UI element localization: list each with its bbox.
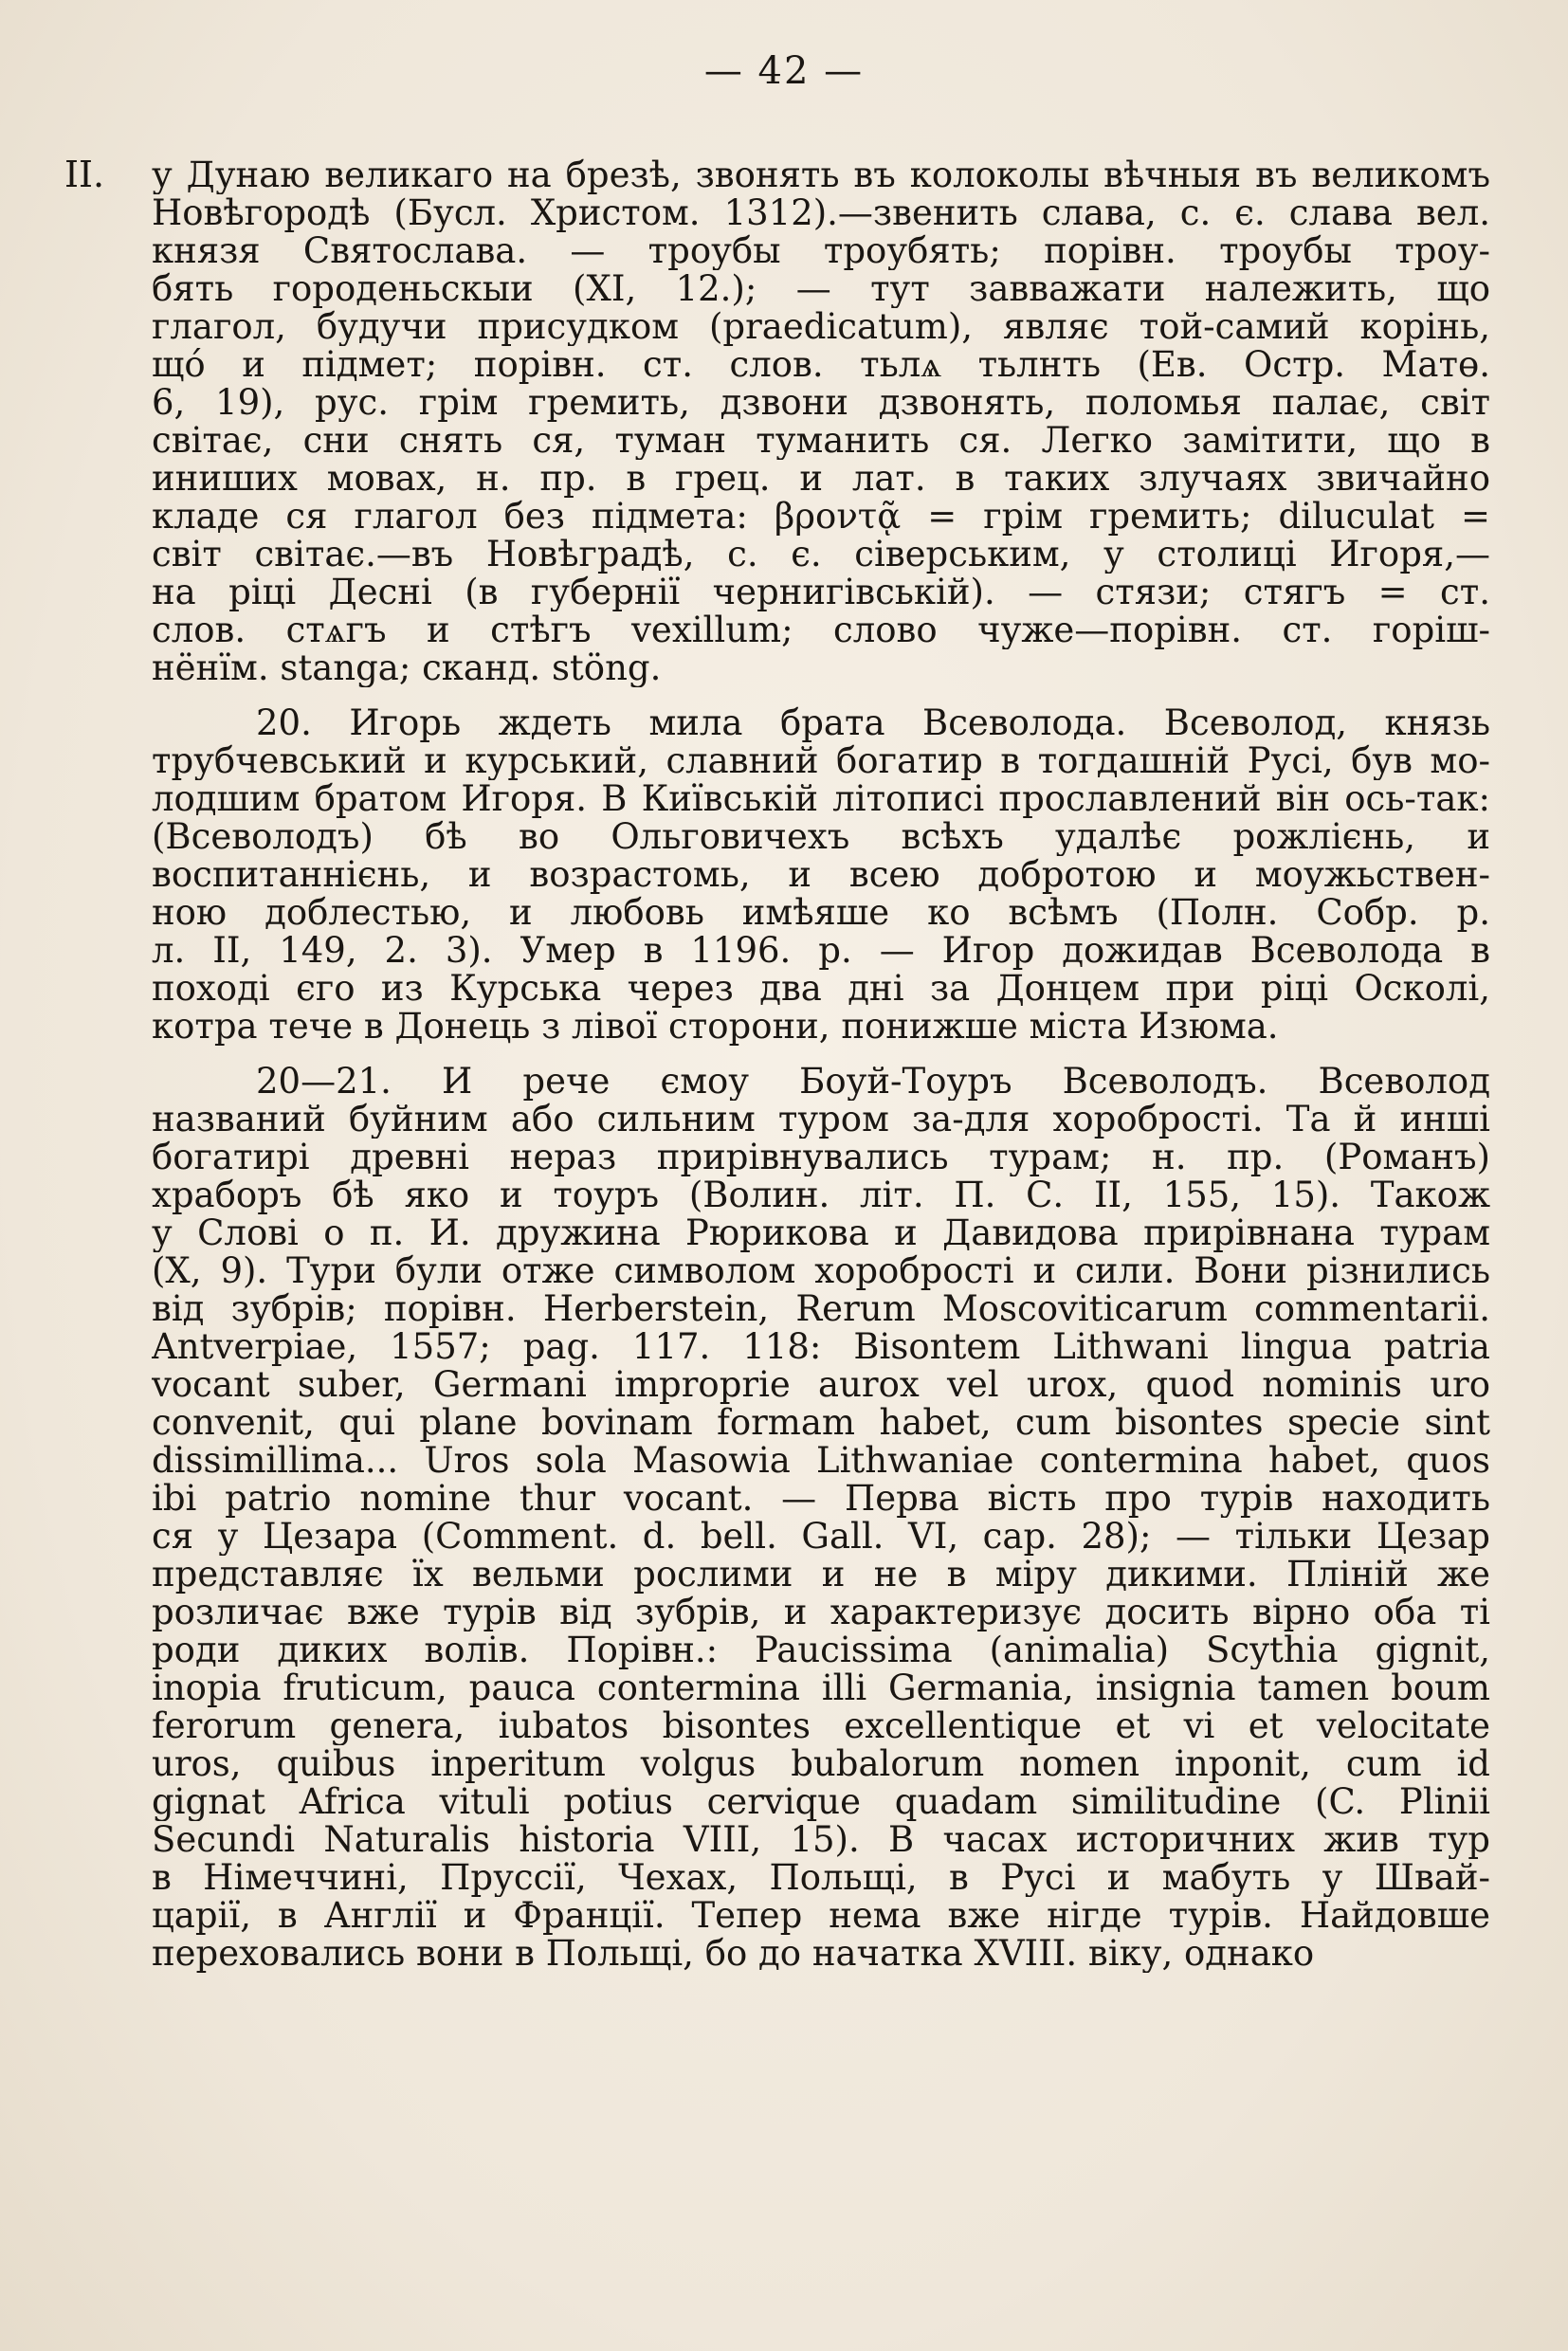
text-line: кладе ся глагол без підмета: βροντᾷ = грім гремить; diluculat = — [152, 498, 1490, 536]
text-line: Secundi Naturalis historia VIII, 15). В часах историчних жив тур — [152, 1821, 1490, 1859]
body-text — [152, 156, 1490, 1973]
text-line: 20—21. И рече ємоу Боуй-Тоуръ Всеволодъ. Всеволод — [256, 1063, 1490, 1101]
text-line: inopia fruticum, pauca contermina illi Germania, insignia tamen boum — [152, 1669, 1490, 1707]
text-line: князя Святослава. — троубы троубять; порівн. троубы троу- — [152, 232, 1490, 270]
paragraph-20 — [152, 704, 1490, 1046]
text-line: Antverpiae, 1557; pag. 117. 118: Bisontem Lithwani lingua patria — [152, 1328, 1490, 1366]
text-line: (Всеволодъ) бѣ во Ольговичехъ всѣхъ удалѣє рожлієнь, и — [152, 818, 1490, 856]
text-line: л. II, 149, 2. 3). Умер в 1196. р. — Игор дожидав Всеволода в — [152, 932, 1490, 970]
text-line: поході єго из Курська через два дні за Донцем при ріці Осколі, — [152, 970, 1490, 1008]
text-line: воспитаннієнь, и возрастомь, и всею добротою и моужьствен- — [152, 856, 1490, 894]
text-line: нёнїм. stanga; сканд. stöng. — [152, 649, 662, 687]
text-line: світає, сни снять ся, туман туманить ся. Легко замітити, що в — [152, 422, 1490, 460]
text-line: щó и підмет; порівн. ст. слов. тьлѧ тьлнть (Ев. Остр. Матө. — [152, 346, 1490, 384]
text-line: uros, quibus inperitum volgus bubalorum nomen inponit, cum id — [152, 1745, 1490, 1783]
text-line: царії, в Англії и Франції. Тепер нема вже нігде турів. Найдовше — [152, 1897, 1490, 1935]
text-line: слов. стѧгъ и стѣгъ vexillum; слово чуже—порівн. ст. горіш- — [152, 611, 1490, 649]
text-line: розличає вже турів від зубрів, и характеризує досить вірно оба ті — [152, 1594, 1490, 1631]
text-line: vocant suber, Germani improprie aurox vel urox, quod nominis uro — [152, 1366, 1490, 1404]
text-line: храборъ бѣ яко и тоуръ (Волин. літ. П. С. II, 155, 15). Також — [152, 1176, 1490, 1214]
page-number: — 42 — — [703, 49, 865, 93]
text-line: dissimillima... Uros sola Masowia Lithwaniae contermina habet, quos — [152, 1442, 1490, 1480]
text-line: котра тече в Донець з лівої сторони, понижше міста Изюма. — [152, 1008, 1279, 1046]
margin-mark: II. — [64, 154, 105, 195]
paragraph-20-21 — [152, 1063, 1490, 1973]
text-line: ся у Цезара (Comment. d. bell. Gall. VI, cap. 28); — тільки Цезар — [152, 1518, 1490, 1556]
text-line: від зубрів; порівн. Herberstein, Rerum Moscoviticarum commentarii. — [152, 1290, 1490, 1328]
text-line: богатирі древні нераз прирівнувались турам; н. пр. (Романъ) — [152, 1139, 1490, 1176]
text-line: представляє їх вельми рослими и не в міру дикими. Пліній же — [152, 1556, 1490, 1594]
text-line: переховались вони в Польщі, бо до начатка XVIII. віку, однако — [152, 1935, 1315, 1973]
text-line: ferorum genera, iubatos bisontes excellentique et vi et velocitate — [152, 1707, 1490, 1745]
text-line: convenit, qui plane bovinam formam habet, cum bisontes specie sint — [152, 1404, 1490, 1442]
text-line: (X, 9). Тури були отже символом хоробрості и сили. Вони різнились — [152, 1252, 1490, 1290]
text-line: gignat Africa vituli potius cervique quadam similitudine (C. Plinii — [152, 1783, 1490, 1821]
text-line: роди диких волів. Порівн.: Paucissima (animalia) Scythia gignit, — [152, 1631, 1490, 1669]
text-line: світ світає.—въ Новѣградѣ, с. є. сіверським, у столиці Игоря,— — [152, 536, 1490, 574]
text-line: на ріці Десні (в губернії чернигівській). — стязи; стягъ = ст. — [152, 574, 1490, 611]
text-line: ною доблестью, и любовь имѣяше ко всѣмъ (Полн. Собр. р. — [152, 894, 1490, 932]
text-line: у Дунаю великаго на брезѣ, звонять въ колоколы вѣчныя въ великомъ — [152, 156, 1490, 194]
text-line: 6, 19), рус. грім гремить, дзвони дзвонять, поломья палає, світ — [152, 384, 1490, 422]
text-line: названий буйним або сильним туром за-для хоробрості. Та й инші — [152, 1101, 1490, 1139]
text-line: лодшим братом Игоря. В Київській літописі прославлений він ось-так: — [152, 780, 1490, 818]
text-line: ibi patrio nomine thur vocant. — Перва вість про турів находить — [152, 1480, 1490, 1518]
text-line: иниших мовах, н. пр. в грец. и лат. в таких злучаях звичайно — [152, 460, 1490, 498]
text-line: у Слові о п. И. дружина Рюрикова и Давидова прирівнана турам — [152, 1214, 1490, 1252]
text-line: глагол, будучи присудком (praedicatum), являє той-самий корінь, — [152, 308, 1490, 346]
paragraph-1 — [152, 156, 1490, 687]
text-line: Новѣгородѣ (Бусл. Христом. 1312).—звенить слава, с. є. слава вел. — [152, 194, 1490, 232]
text-line: в Німеччині, Пруссії, Чехах, Польщі, в Русі и мабуть у Швай- — [152, 1859, 1490, 1897]
text-line: бять городеньскыи (XI, 12.); — тут завважати належить, що — [152, 270, 1490, 308]
text-line: 20. Игорь ждеть мила брата Всеволода. Всеволод, князь — [256, 704, 1490, 742]
text-line: трубчевський и курський, славний богатир в тогдашній Русі, був мо- — [152, 742, 1490, 780]
